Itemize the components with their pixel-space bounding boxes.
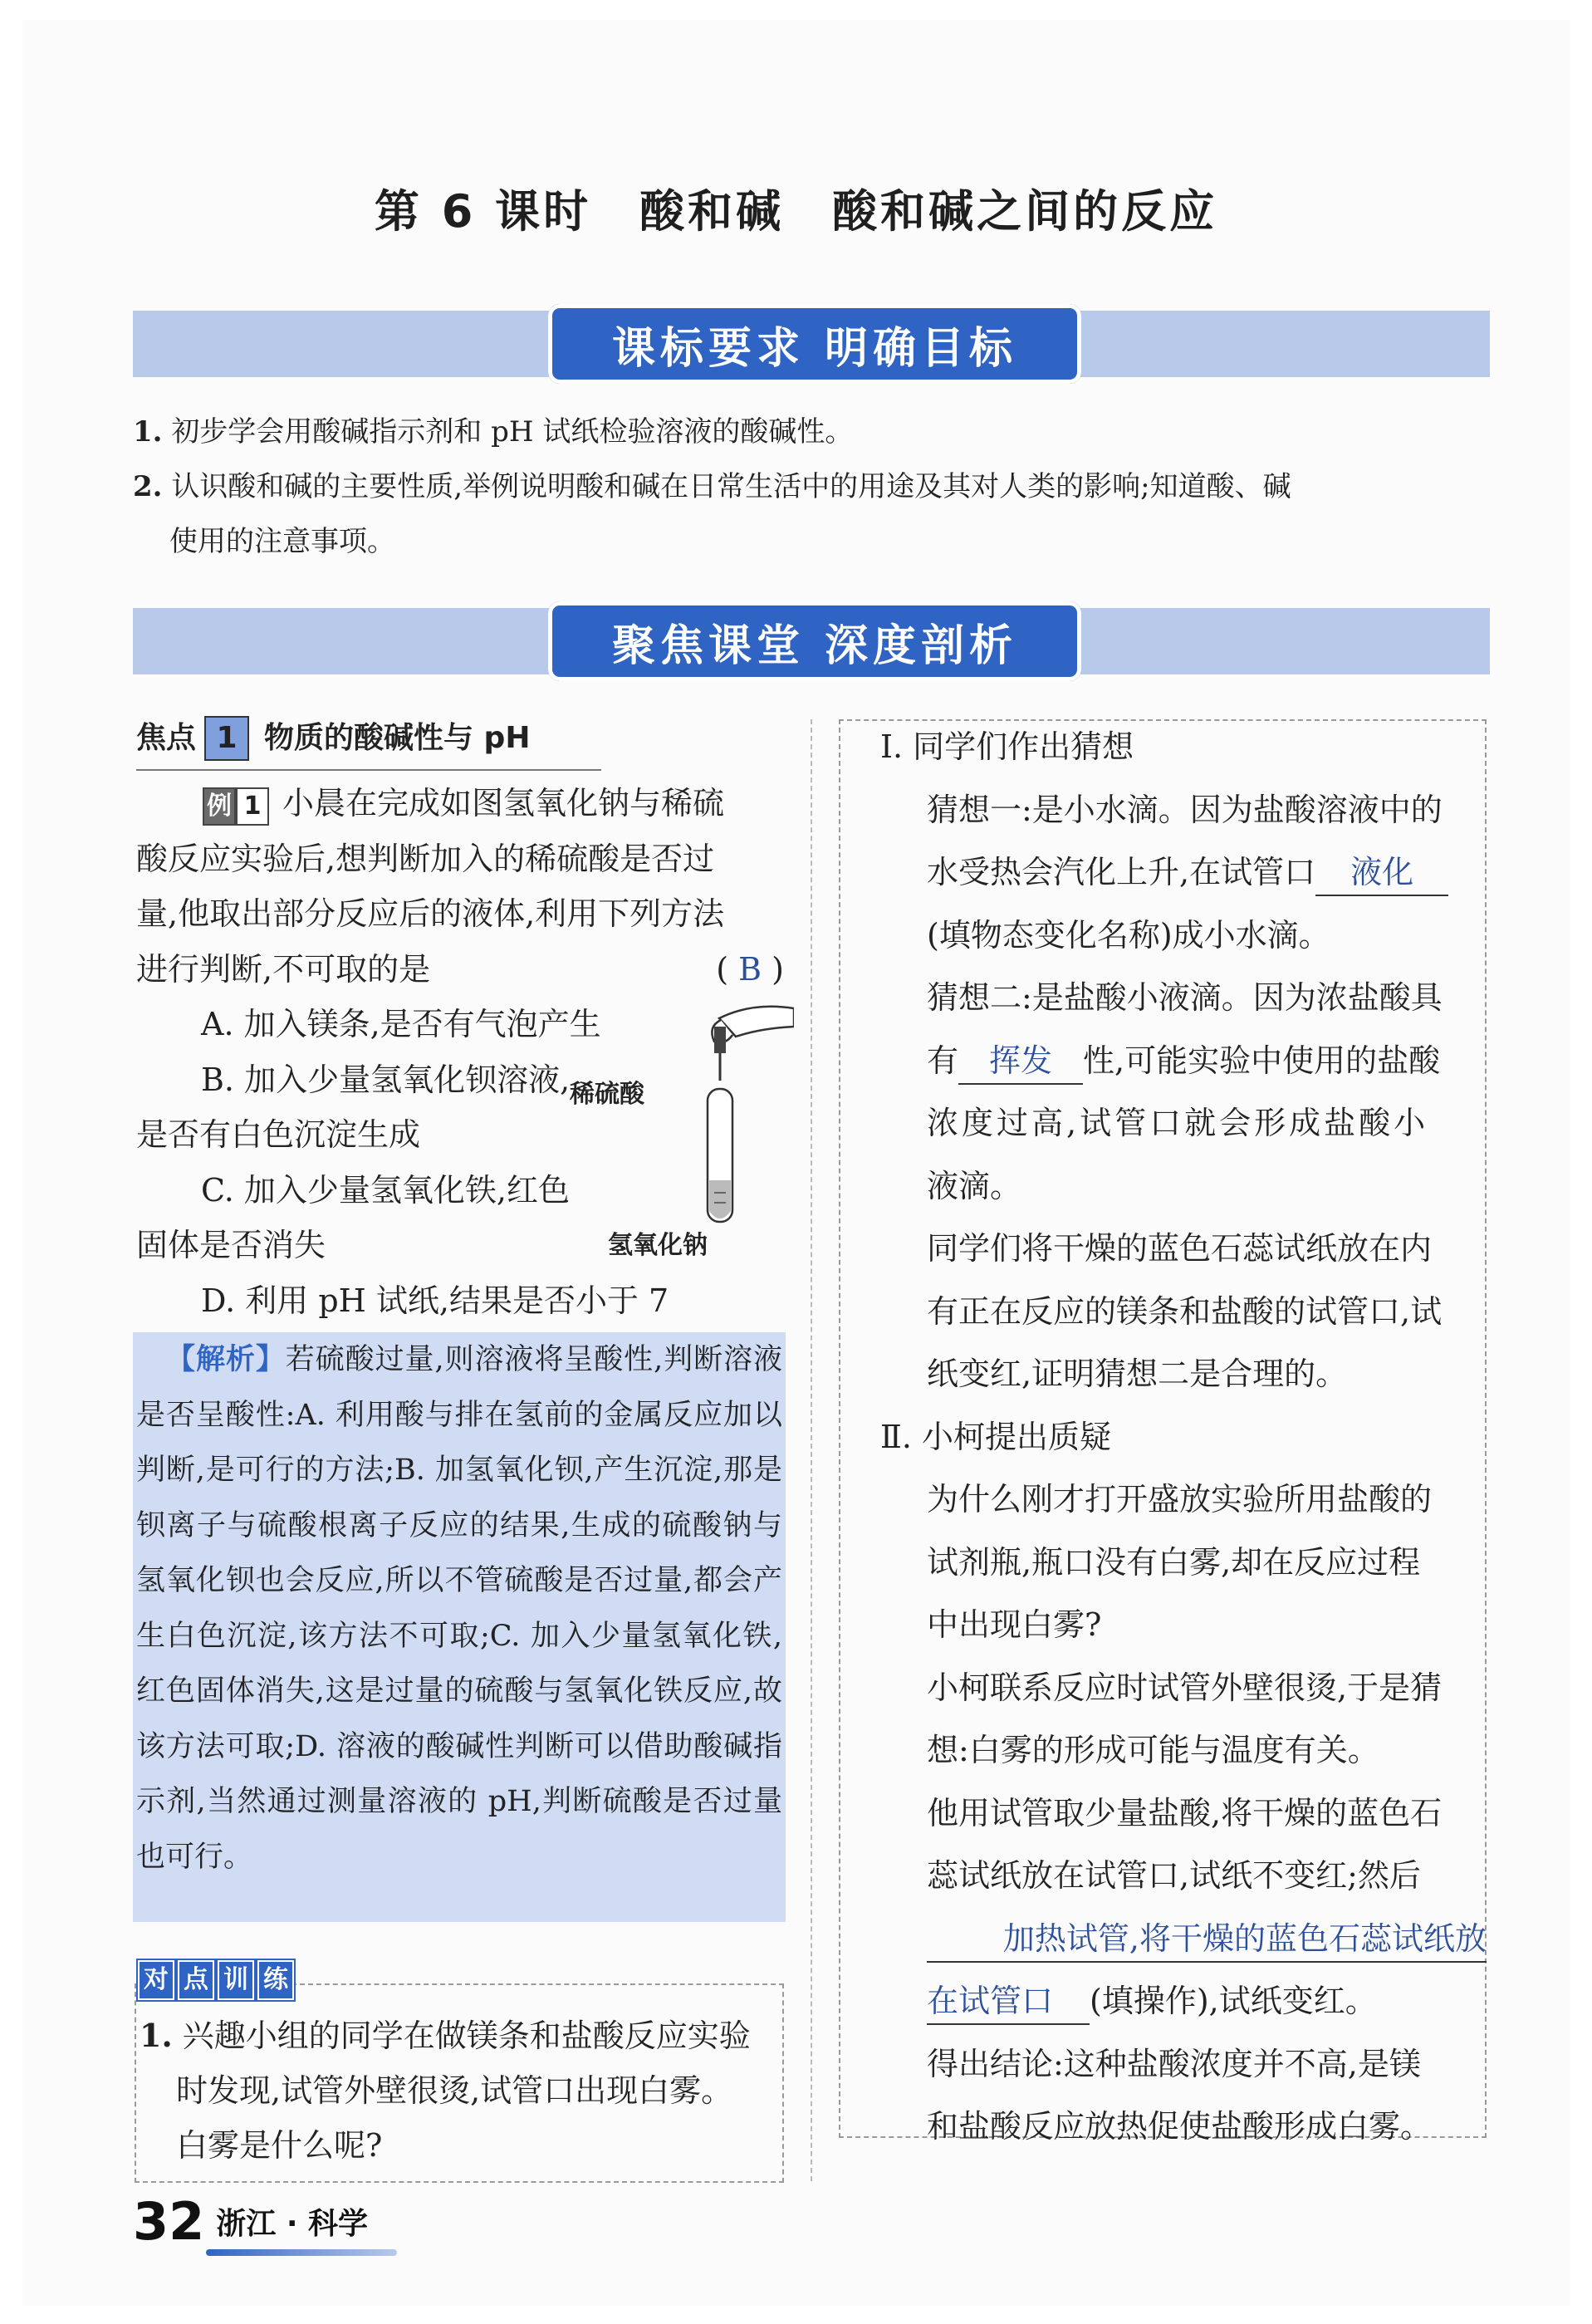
- focus-title: 物质的酸碱性与 pH: [264, 721, 531, 755]
- right-column: Ⅰ. 同学们作出猜想 猜想一:是小水滴。因为盐酸溶液中的 水受热会汽化上升,在试管口 液化 (填物态变化名称)成小水滴。 猜想二:是盐酸小液滴。因为浓盐酸具 有 挥发 性,可能实验中使用的盐酸 浓度过高,试管口就会形成盐酸小 液滴。 同学们将干燥的蓝色石蕊试纸放在内 有正在反应的镁条和盐酸的试管口,试 纸变红,证明猜想二是合理的。 Ⅱ. 小柯提出质疑 为什么刚才打开盛放实验所用盐酸的 试剂瓶,瓶口没有白雾,却在反应过程 中出现白雾? 小柯联系反应时试管外壁很烫,于是猜 想:白雾的形成可能与温度有关。 他用试管取少量盐酸,将干燥的蓝色石 蕊试纸放在试管口,试纸不变红;然后 加热试管,将干燥的蓝色石蕊试纸放 在试管口 (填操作),试纸变红。 得出结论:这种盐酸浓度并不高,是镁 和盐酸反应放热促使盐酸形成白雾。: [880, 716, 1487, 2159]
- section-banner-goals: [133, 311, 1490, 377]
- option-b-continued: 是否有白色沉淀生成: [136, 1116, 421, 1153]
- requirement-item: 2. 认识酸和碱的主要性质,举例说明酸和碱在日常生活中的用途及其对人类的影响;知道酸、碱: [133, 470, 1291, 503]
- label-sulfuric-acid: 稀硫酸: [570, 1080, 644, 1109]
- requirements-list: [133, 404, 1495, 569]
- option-c-continued: 固体是否消失: [136, 1227, 326, 1263]
- option-d: D. 利用 pH 试纸,结果是否小于 7: [201, 1282, 669, 1319]
- footer-accent-bar: [206, 2249, 397, 2256]
- answer-bracket: ( B ): [716, 950, 784, 988]
- analysis-box: [133, 1332, 786, 1922]
- dropper-tube-illustration: [628, 993, 794, 1243]
- answer-value: B: [738, 950, 762, 988]
- analysis-label: 【解析】: [166, 1342, 286, 1376]
- blank-answer-3a: 加热试管,将干燥的蓝色石蕊试纸放: [927, 1916, 1487, 1963]
- column-divider: [811, 719, 812, 2181]
- example-number: 1: [236, 787, 269, 826]
- question-last-line: 进行判断,不可取的是 ( B ): [136, 942, 784, 998]
- example-badge: 例: [203, 787, 236, 826]
- page-footer: [133, 2191, 368, 2252]
- training-question: 1. 兴趣小组的同学在做镁条和盐酸反应实验 时发现,试管外壁很烫,试管口出现白雾。 白雾是什么呢?: [140, 2017, 751, 2164]
- banner-focus-label: 聚焦课堂 深度剖析: [548, 601, 1081, 681]
- option-a: A. 加入镁条,是否有气泡产生: [201, 1006, 601, 1042]
- requirement-item: 1. 初步学会用酸碱指示剂和 pH 试纸检验溶液的酸碱性。: [133, 415, 854, 449]
- blank-answer-1: 液化: [1315, 850, 1448, 896]
- analysis-text: 若硫酸过量,则溶液将呈酸性,判断溶液是否呈酸性:A. 利用酸与排在氢前的金属反应加以判断,是可行的方法;B. 加氢氧化钡,产生沉淀,那是钡离子与硫酸根离子反应的结果,生成的硫酸钠与氢氧化钡也会反应,所以不管硫酸是否过量,都会产生白色沉淀,该方法不可取;C. 加入少量氢氧化铁,红色固体消失,这是过量的硫酸与氢氧化铁反应,故该方法可取;D. 溶液的酸碱性判断可以借助酸碱指示剂,当然通过测量溶液的 pH,判断硫酸是否过量也可行。: [136, 1343, 782, 1874]
- lesson-title: 第 6 课时 酸和碱 酸和碱之间的反应: [374, 185, 1218, 238]
- section-1-heading: Ⅰ. 同学们作出猜想: [880, 728, 1134, 765]
- section-2-heading: Ⅱ. 小柯提出质疑: [880, 1418, 1111, 1455]
- section-banner-focus: [133, 608, 1490, 674]
- option-b: B. 加入少量氢氧化钡溶液,: [201, 1061, 571, 1098]
- book-label: 浙江 · 科学: [216, 2207, 369, 2241]
- blank-answer-3b: 在试管口: [927, 1978, 1090, 2025]
- label-sodium-hydroxide: 氢氧化钠: [608, 1231, 708, 1260]
- question-number: 1.: [140, 2017, 173, 2054]
- test-tube-figure: [570, 993, 794, 1260]
- training-tag: 对 点 训 练: [138, 1960, 297, 2000]
- banner-goals-label: 课标要求 明确目标: [548, 304, 1081, 384]
- focus-number: 1: [204, 716, 249, 761]
- blank-answer-2: 挥发: [958, 1038, 1083, 1085]
- requirement-item-continued: 使用的注意事项。: [169, 525, 395, 558]
- focus-heading: 焦点 1 物质的酸碱性与 pH: [136, 714, 601, 771]
- page-number: 32: [133, 2191, 205, 2252]
- option-c: C. 加入少量氢氧化铁,红色: [201, 1171, 570, 1209]
- example-question: 例 1 小晨在完成如图氢氧化钠与稀硫 酸反应实验后,想判断加入的稀硫酸是否过 量,他取出部分反应后的液体,利用下列方法 进行判断,不可取的是 ( B ) A. 加入镁条,是否有气泡产生 B. 加入少量氢氧化钡溶液, 是否有白色沉淀生成 C. 加入少量氢氧化铁,红色 固体是否消失 D. 利用 pH 试纸,结果是否小于 7: [136, 776, 784, 1328]
